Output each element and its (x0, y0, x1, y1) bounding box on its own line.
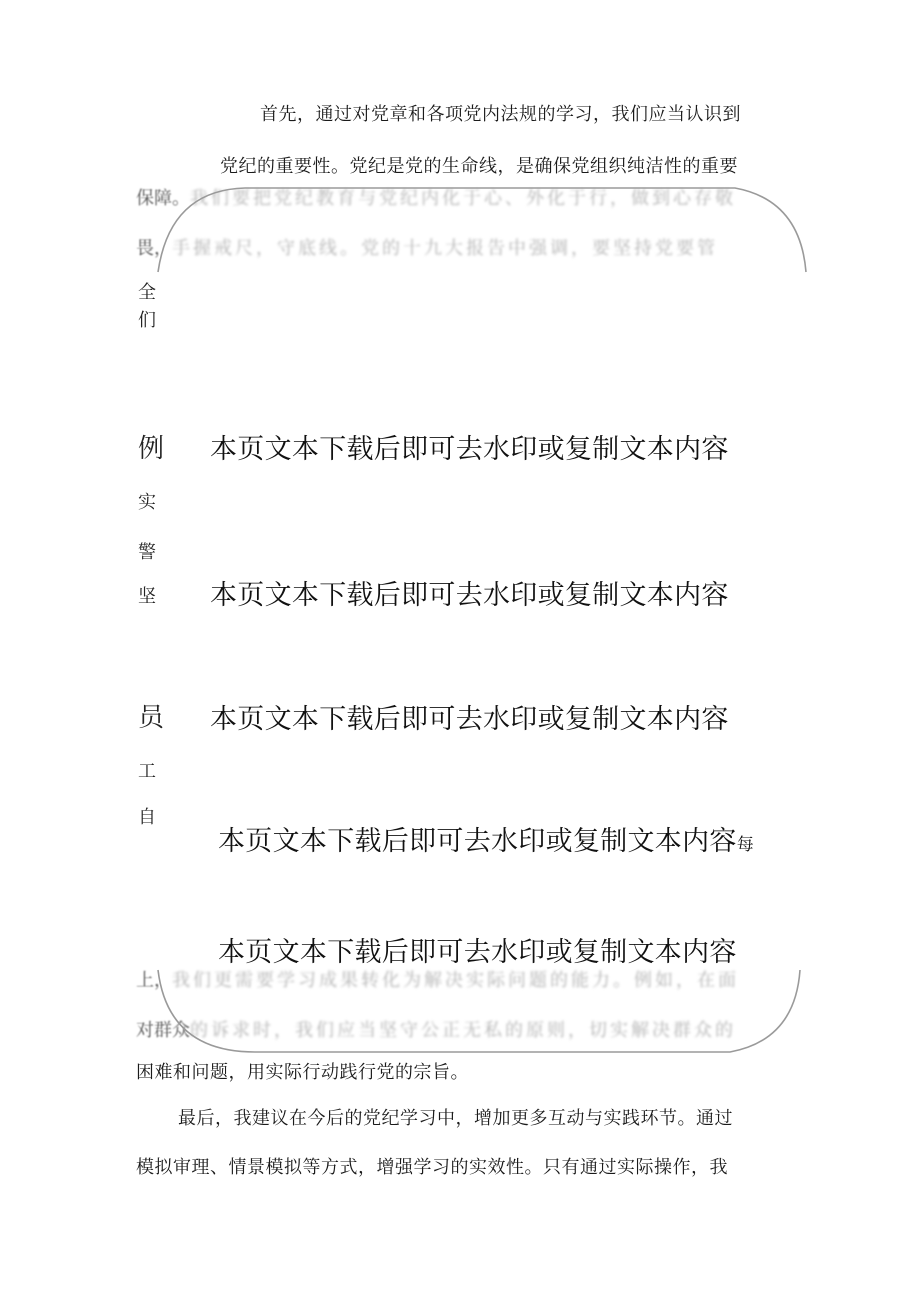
side-char-men: 们 (138, 310, 156, 331)
paragraph1-line1: 首先，通过对党章和各项党内法规的学习，我们应当认识到 (260, 104, 741, 125)
paragraph2-line2-obscured: 的诉求时，我们应当坚守公正无私的原则，切实解决群众的 (190, 1020, 736, 1041)
paragraph2-line1-visible: 上， (136, 970, 172, 991)
download-notice-3: 本页文本下载后即可去水印或复制文本内容 (210, 704, 729, 735)
page-curl-top (0, 170, 920, 290)
side-char-shi: 实 (138, 492, 156, 513)
side-char-li: 例 (138, 434, 165, 464)
paragraph1-line4-visible: 畏， (136, 238, 172, 259)
paragraph3-line1: 最后，我建议在今后的党纪学习中，增加更多互动与实践环节。通过 (178, 1108, 733, 1129)
download-notice-5: 本页文本下载后即可去水印或复制文本内容 (218, 937, 737, 968)
side-char-jian: 坚 (138, 586, 156, 607)
page-curl-bottom (0, 960, 920, 1070)
paragraph2-line3: 困难和问题，用实际行动践行党的宗旨。 (136, 1062, 469, 1083)
paragraph1-line3-obscured: 我们要把党纪教育与党纪内化于心、外化于行，做到心存敬 (190, 188, 736, 209)
paragraph1-line3-visible: 保障。 (136, 188, 190, 209)
paragraph2-line1-obscured: 我们更需要学习成果转化为解决实际问题的能力。例如，在面 (172, 970, 739, 991)
download-notice-1: 本页文本下载后即可去水印或复制文本内容 (210, 434, 729, 465)
side-char-zi: 自 (138, 807, 156, 828)
trailing-char: 每 (736, 835, 754, 855)
paragraph3-line2: 模拟审理、情景模拟等方式，增强学习的实效性。只有通过实际操作，我 (136, 1157, 728, 1178)
side-char-quan: 全 (138, 282, 156, 303)
download-notice-4: 本页文本下载后即可去水印或复制文本内容 (218, 826, 737, 857)
side-char-yuan: 员 (138, 703, 165, 733)
download-notice-4-row (218, 819, 754, 858)
side-char-jing: 警 (138, 542, 156, 563)
paragraph1-line4-obscured: 手握戒尺，守底线。党的十九大报告中强调，要坚持党要管 (172, 238, 718, 259)
side-char-gong: 工 (138, 761, 156, 782)
paragraph1-line2: 党纪的重要性。党纪是党的生命线，是确保党组织纯洁性的重要 (220, 156, 738, 177)
download-notice-2: 本页文本下载后即可去水印或复制文本内容 (210, 580, 729, 611)
paragraph2-line2-visible: 对群众 (136, 1020, 190, 1041)
